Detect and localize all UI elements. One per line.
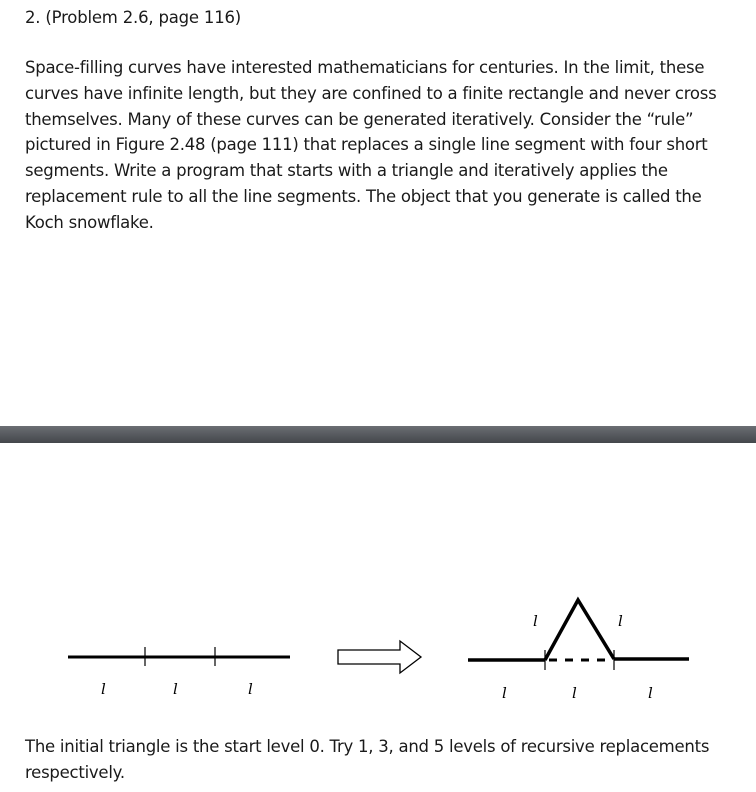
koch-rule-diagram [0,560,756,710]
right-arrow-icon [338,641,421,673]
rule-label-left: l [502,684,507,702]
problem-description: Space-filling curves have interested mathematicians for centuries. In the limit, these curves have infinite length, but they are confined to a finite rectangle and never cross themselves. Many of these curves can be generated iteratively. Consider the “rule” pictured in Figure 2.48 (page 111) that replaces a single line segment with four short segments. Write a program that starts with a triangle and iteratively applies the replacement rule to all the line segments. The object that you generate is called the Koch snowflake. [25,58,717,232]
rule-label-peak-left: l [533,612,538,630]
original-label-2: l [173,680,178,698]
page-divider [0,426,756,443]
rule-label-right: l [648,684,653,702]
rule-peak [545,600,614,660]
rule-label-peak-right: l [618,612,623,630]
original-label-1: l [101,680,106,698]
koch-rule-figure [0,560,756,710]
closing-instructions: The initial triangle is the start level 0. Try 1, 3, and 5 levels of recursive replacements respectively. [25,737,710,782]
rule-label-middle: l [572,684,577,702]
problem-heading: 2. (Problem 2.6, page 116) [25,8,242,27]
original-label-3: l [248,680,253,698]
